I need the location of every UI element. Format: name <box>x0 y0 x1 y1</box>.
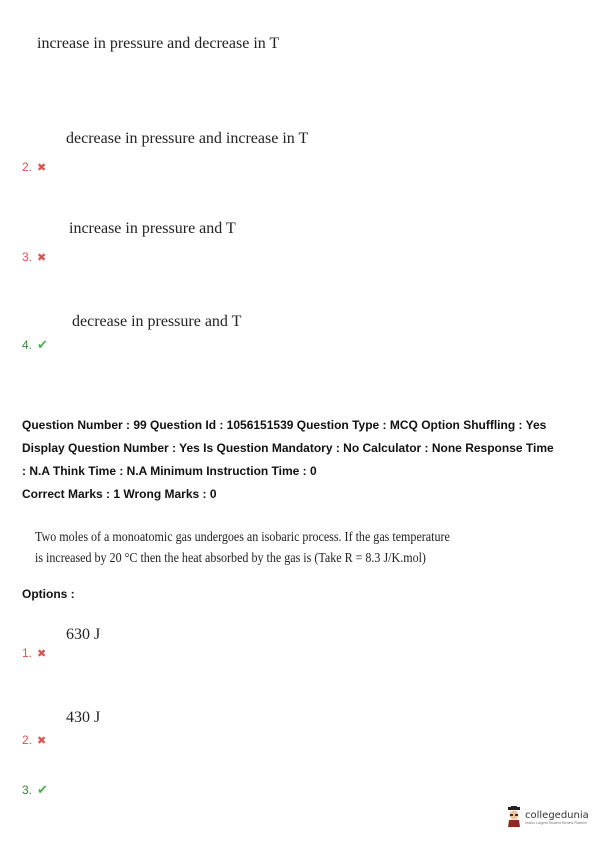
question-text-line: Two moles of a monoatomic gas undergoes an isobaric process. If the gas temperature <box>35 530 450 545</box>
prev-option-1-text: increase in pressure and decrease in T <box>37 35 280 52</box>
option-2-marker <box>22 733 46 747</box>
cross-icon: ✖ <box>37 251 47 264</box>
option-3-marker <box>22 782 48 798</box>
question-text-line: is increased by 20 °C then the heat absorbed by the gas is (Take R = 8.3 J/K.mol) <box>35 551 426 566</box>
marks-line: Correct Marks : 1 Wrong Marks : 0 <box>22 487 217 501</box>
question-text <box>35 527 450 569</box>
prev-option-4-text: decrease in pressure and T <box>72 313 242 330</box>
option-number: 1. <box>22 646 33 660</box>
option-number: 3. <box>22 783 33 797</box>
cross-icon: ✖ <box>37 734 47 747</box>
cross-icon: ✖ <box>37 161 47 174</box>
prev-option-4-marker <box>22 337 48 353</box>
collegedunia-logo <box>506 806 589 828</box>
prev-option-2-marker <box>22 160 46 174</box>
logo-name: collegedunia <box>525 809 589 821</box>
logo-tagline: India's Largest Student Review Platform <box>525 820 588 825</box>
cross-icon: ✖ <box>37 647 47 660</box>
check-icon: ✔ <box>37 782 48 797</box>
options-label: Options : <box>22 587 75 601</box>
meta-line: : N.A Think Time : N.A Minimum Instruction Time : 0 <box>22 464 317 478</box>
option-1-marker <box>22 646 46 660</box>
option-number: 4. <box>22 338 33 352</box>
option-1-text: 630 J <box>66 626 101 643</box>
option-number: 2. <box>22 733 33 747</box>
mascot-icon <box>506 806 522 828</box>
question-meta <box>22 414 582 506</box>
check-icon: ✔ <box>37 337 48 352</box>
prev-option-2-text: decrease in pressure and increase in T <box>66 130 309 147</box>
option-number: 3. <box>22 250 33 264</box>
meta-line: Question Number : 99 Question Id : 1056151539 Question Type : MCQ Option Shuffling : Yes <box>22 418 547 432</box>
meta-line: Display Question Number : Yes Is Question Mandatory : No Calculator : None Response Time <box>22 441 554 455</box>
prev-option-3-marker <box>22 250 46 264</box>
option-number: 2. <box>22 160 33 174</box>
prev-option-3-text: increase in pressure and T <box>69 220 236 237</box>
option-2-text: 430 J <box>66 709 101 726</box>
